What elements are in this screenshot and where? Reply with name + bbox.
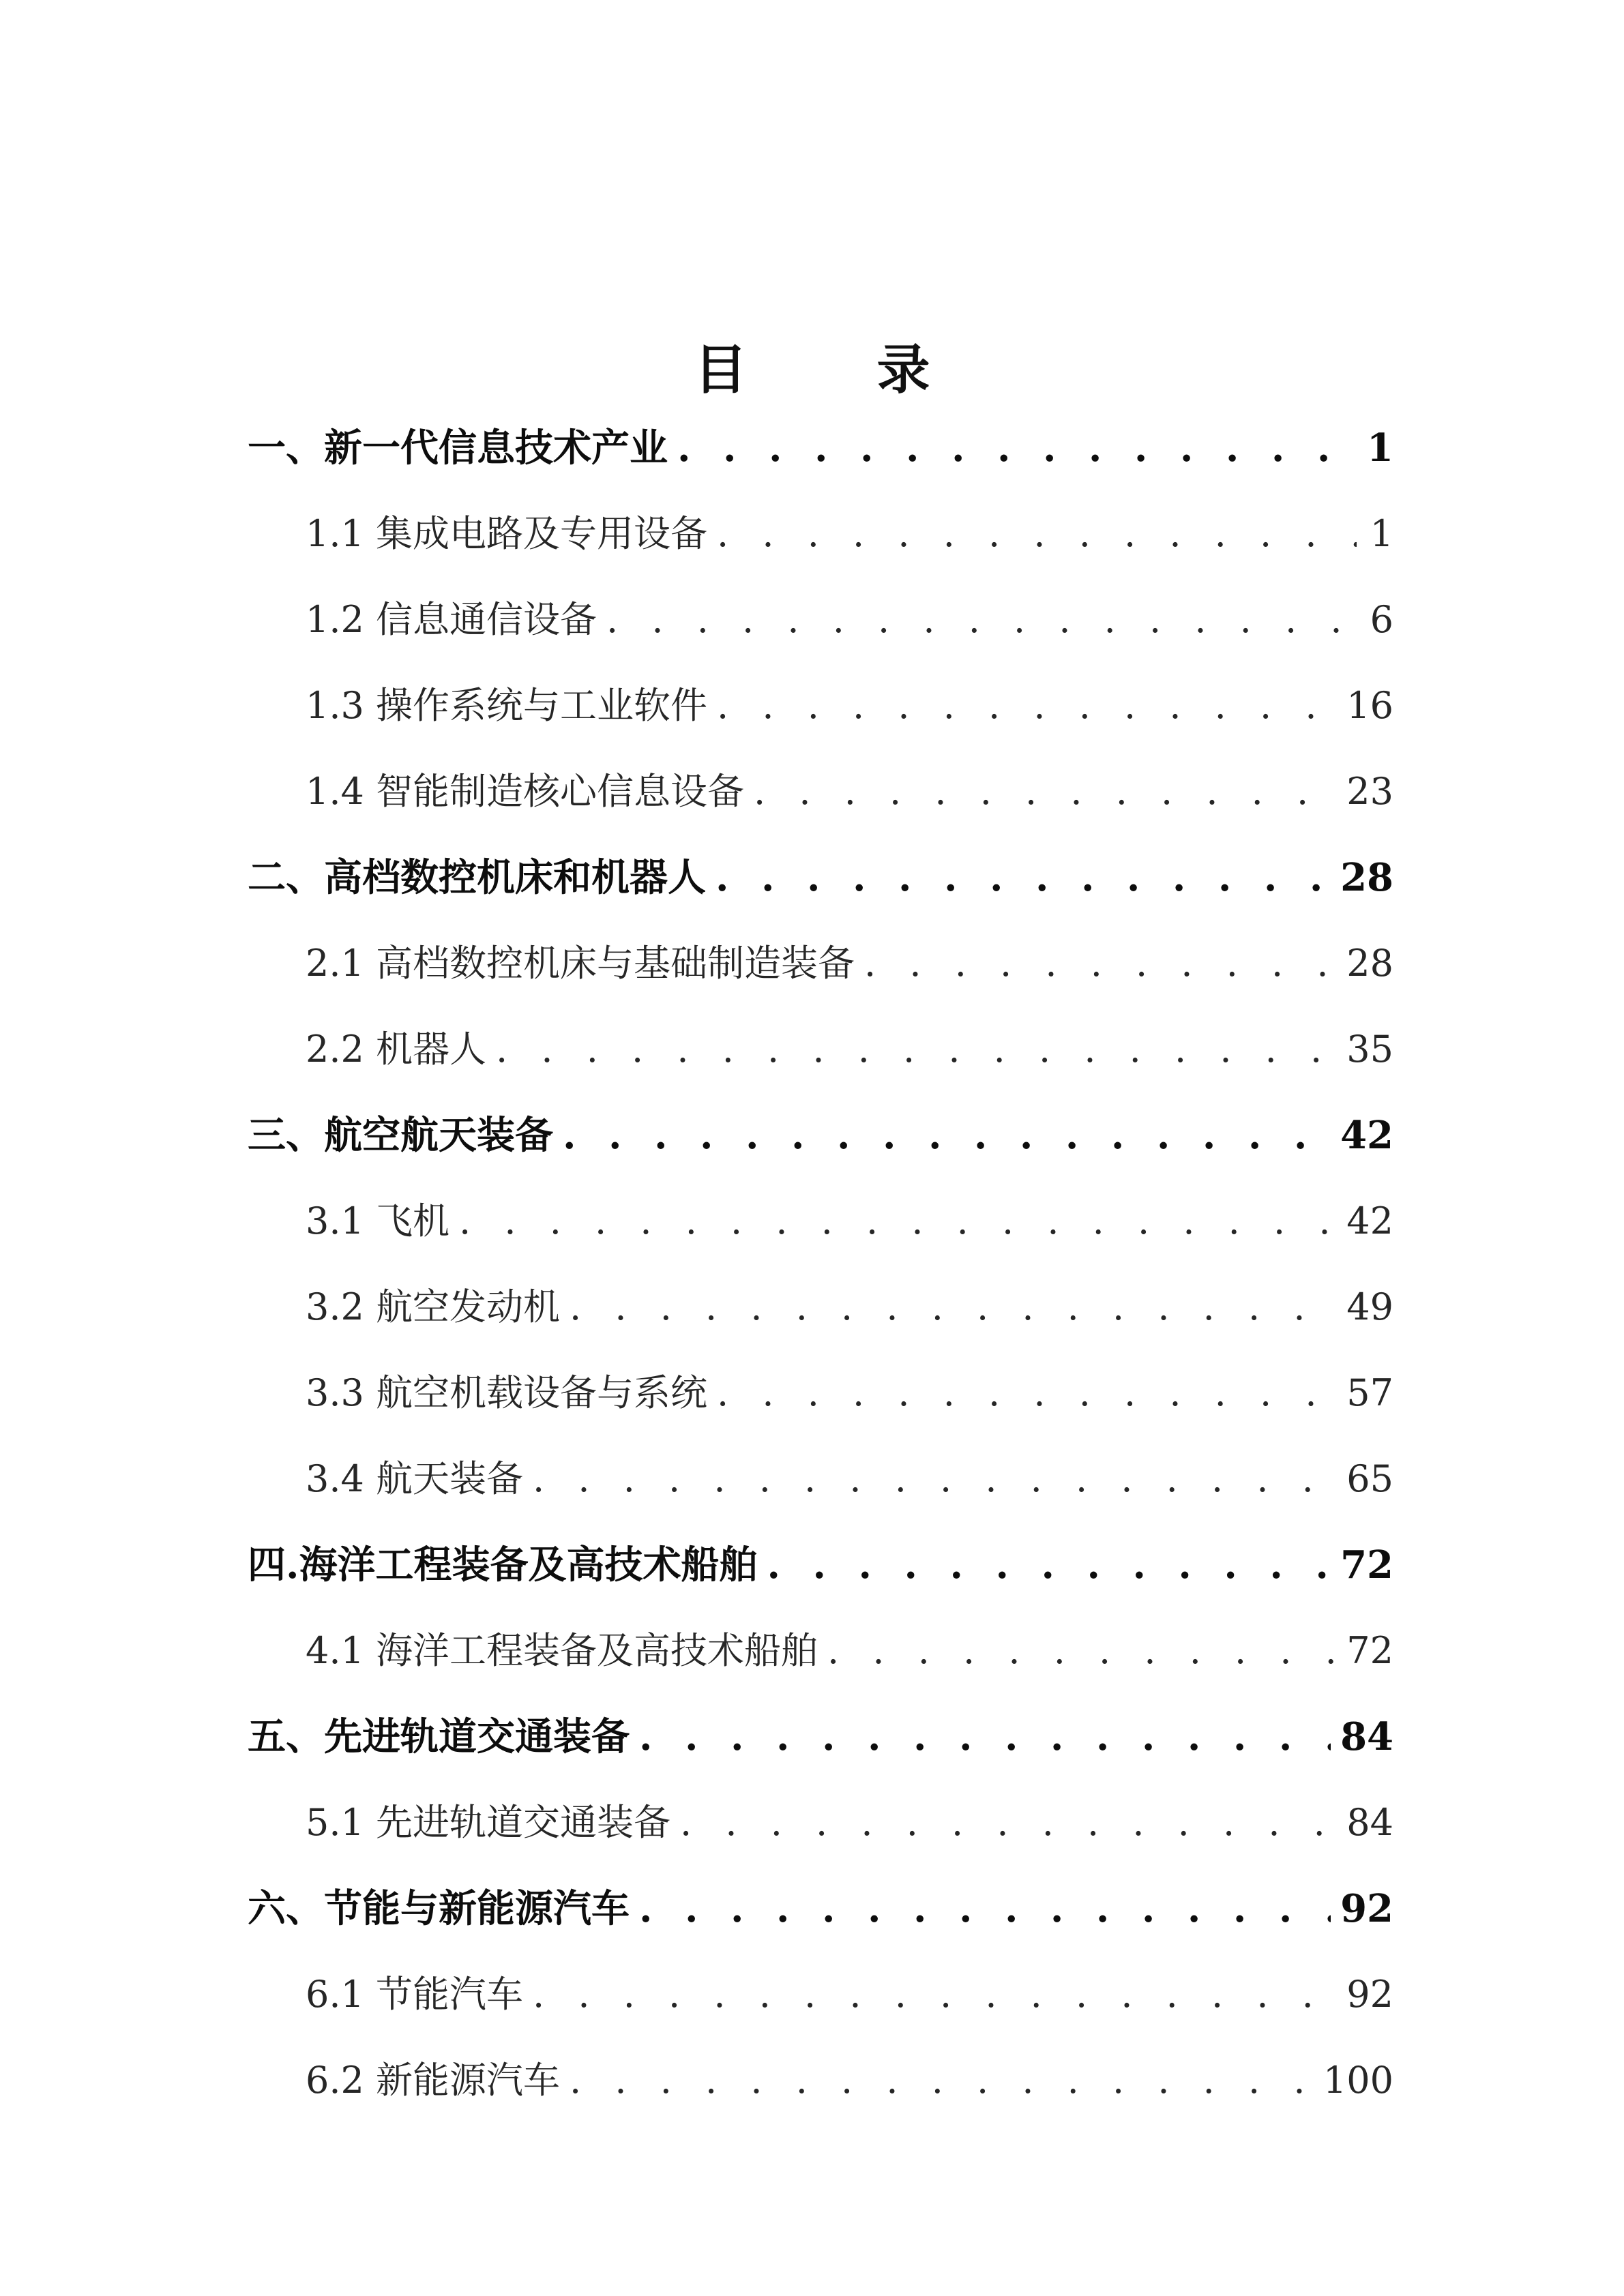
toc-entry[interactable]: [306, 1273, 1393, 1341]
toc-entry-label: 三、航空航天装备: [248, 1113, 553, 1158]
toc-entry-page: 92: [1346, 1973, 1393, 2016]
toc-entry-label: 一、新一代信息技术产业: [248, 426, 668, 471]
toc-entry-page: 72: [1340, 1542, 1393, 1587]
toc-title: [0, 333, 1624, 408]
toc-entry-label: 1.1 集成电路及专用设备: [306, 512, 708, 555]
toc-entry-label: 3.2 航空发动机: [306, 1285, 561, 1328]
toc-entry-label: 6.2 新能源汽车: [306, 2059, 561, 2102]
toc-dot-leader: [496, 1015, 1337, 1084]
toc-dot-leader: [754, 758, 1337, 826]
toc-entry[interactable]: [306, 1960, 1393, 2029]
toc-entry-page: 23: [1346, 770, 1393, 813]
toc-entry-page: 16: [1346, 684, 1393, 727]
toc-entry-label: 6.1 节能汽车: [306, 1973, 524, 2016]
toc-title-left-char: 目: [694, 339, 748, 401]
toc-entry-label: 四.海洋工程装备及高技术船舶: [248, 1542, 758, 1587]
toc-entry-page: 42: [1346, 1199, 1393, 1242]
toc-dot-leader: [715, 844, 1331, 912]
toc-entry-page: 35: [1346, 1028, 1393, 1071]
toc-entry[interactable]: [306, 758, 1393, 826]
toc-entry[interactable]: [248, 1875, 1393, 1943]
toc-entry[interactable]: [306, 672, 1393, 740]
toc-dot-leader: [459, 1187, 1337, 1255]
toc-entry-label: 五、先进轨道交通装备: [248, 1714, 630, 1759]
toc-entry-label: 3.3 航空机载设备与系统: [306, 1371, 708, 1414]
toc-entry-page: 84: [1340, 1714, 1393, 1759]
toc-dot-leader: [563, 1101, 1331, 1169]
toc-entry-label: 3.4 航天装备: [306, 1457, 524, 1500]
toc-dot-leader: [827, 1617, 1337, 1685]
toc-entry-label: 六、节能与新能源汽车: [248, 1886, 630, 1931]
toc-entry-label: 3.1 飞机: [306, 1199, 450, 1242]
toc-entry-page: 65: [1346, 1457, 1393, 1500]
toc-dot-leader: [570, 2046, 1314, 2115]
toc-entry-label: 二、高档数控机床和机器人: [248, 855, 706, 900]
toc-entry[interactable]: [306, 1445, 1393, 1513]
toc-dot-leader: [767, 1531, 1331, 1599]
toc-dot-leader: [639, 1875, 1331, 1943]
toc-entry-page: 42: [1340, 1113, 1393, 1158]
toc-entry[interactable]: [306, 1015, 1393, 1084]
toc-dot-leader: [717, 1359, 1337, 1427]
toc-entry-label: 2.1 高档数控机床与基础制造装备: [306, 942, 855, 985]
toc-entry[interactable]: [306, 500, 1393, 568]
toc-entry-page: 84: [1346, 1801, 1393, 1844]
toc-entry-label: 5.1 先进轨道交通装备: [306, 1801, 671, 1844]
toc-entry-label: 1.2 信息通信设备: [306, 598, 597, 641]
toc-entry-page: 28: [1346, 942, 1393, 985]
toc-entry[interactable]: [306, 1359, 1393, 1427]
toc-entry-page: 100: [1323, 2059, 1393, 2102]
toc-entry-page: 57: [1346, 1371, 1393, 1414]
toc-entry-page: 72: [1346, 1629, 1393, 1672]
toc-dot-leader: [864, 929, 1337, 998]
toc-dot-leader: [533, 1445, 1337, 1513]
toc-entry[interactable]: [248, 1101, 1393, 1169]
toc-entry[interactable]: [306, 1187, 1393, 1255]
toc-dot-leader: [680, 1789, 1337, 1857]
toc-dot-leader: [677, 414, 1357, 482]
toc-entry-page: 28: [1340, 855, 1393, 900]
toc-dot-leader: [606, 586, 1357, 654]
toc-entry[interactable]: [248, 414, 1393, 482]
toc-entry-page: 1: [1370, 512, 1393, 555]
toc-entry-page: 1: [1367, 426, 1393, 471]
toc-entry-label: 1.3 操作系统与工业软件: [306, 684, 708, 727]
toc-entry[interactable]: [306, 929, 1393, 998]
toc-entry[interactable]: [248, 1531, 1393, 1599]
toc-dot-leader: [570, 1273, 1337, 1341]
toc-entry[interactable]: [248, 844, 1393, 912]
toc-title-right-char: 录: [876, 339, 930, 401]
toc-dot-leader: [533, 1960, 1337, 2029]
toc-entry-label: 4.1 海洋工程装备及高技术船舶: [306, 1629, 818, 1672]
toc-entry[interactable]: [306, 586, 1393, 654]
toc-entry[interactable]: [306, 1789, 1393, 1857]
toc-entry-page: 6: [1370, 598, 1393, 641]
toc-entry-label: 2.2 机器人: [306, 1028, 487, 1071]
toc-dot-leader: [717, 672, 1337, 740]
toc-entry[interactable]: [306, 1617, 1393, 1685]
toc-entry[interactable]: [306, 2046, 1393, 2115]
toc-dot-leader: [639, 1703, 1331, 1771]
toc-entry-label: 1.4 智能制造核心信息设备: [306, 770, 745, 813]
toc-dot-leader: [717, 500, 1357, 568]
toc-entry[interactable]: [248, 1703, 1393, 1771]
toc-entry-page: 49: [1346, 1285, 1393, 1328]
toc-entry-page: 92: [1340, 1886, 1393, 1931]
